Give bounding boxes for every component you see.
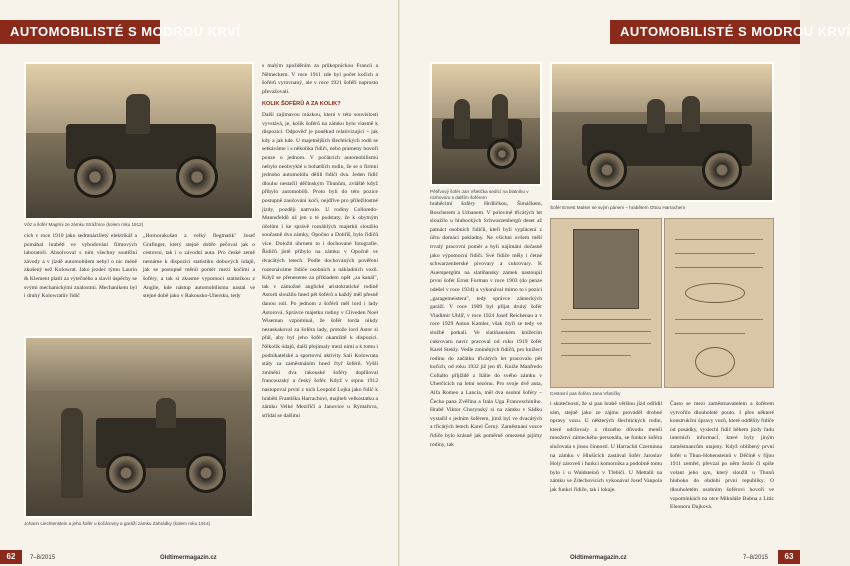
section-banner-left: AUTOMOBILISTÉ S MODROU KRVÍ	[0, 20, 160, 44]
right-column-1	[430, 200, 542, 538]
section-banner-right: AUTOMOBILISTÉ S MODROU KRVÍ	[610, 20, 800, 44]
photo-vseticka-fender-caption: Pětiřvový šofér Jan Všetička sedící na blatníku v rozhovoru s dalším šoférem	[430, 189, 529, 200]
photo-liechtenstein-caption: Johann Liechtenstein a jeho šofér u kočárovny a garáží zámku Zahrádky (kolem roku 1914)	[24, 521, 211, 526]
right-column-3-text: Často se mezi zaměstnavatelem a šoférem vytvořilo dlouholeté pouto. I přes některé konstrukční úpravy vozů, které oddělily řidiče od posádky, vyslechl řidič během jízdy řadu interních informací, které byly jiným zaměstnancům utajeny. Když oblíbený první šofér u Thun-Hohensteinů v Děčíně v říjnu 1911 zemřel, převzal po něm žezlo či spíše volant jeho syn, který sloužil u Thunů hluboko do období první republiky. O dlouholetém osobním šoférovi hovoří ve vzpomínkách na otce Mikuláše Bubna z Litic Eleonora Dujková.	[670, 401, 774, 511]
subheading-kolik-soferu: KOLIK ŠOFÉRŮ A ZA KOLIK?	[262, 101, 341, 108]
right-column-2	[550, 400, 662, 538]
passport-caption: Cestovní pas šoféra Jana Všetičky	[550, 391, 621, 396]
left-page	[0, 0, 400, 566]
right-column-1-text: hraběcími šoféry Hrdličkou, Šimáčkem, Roscherem a Urbanem. V polovině třicátých let sloužilo u hlubockých Schwarzenbergů deset až patnáct osobních řidičů, kteří byli vyplácení z účtu domácí pokladny. Ne všichni ovšem měli trvalý pracovní poměr a byli najímáni dočasně jako výpomocní řidiči. Své řidiče měly i četné schwarzenberské pivovary a cukrovary. K Auerspergům na slatiňanský zámek nastoupil první šofér Ernst Forman v roce 1903 (do penze odešel v roce 1934) a vykonával mimo to i pozici „garagemeistera", tedy správce zámeckých garáží. V roce 1909 byl přijat druhý šofér Vladimír Uhlíř, v roce 1924 Josef Reichenau a v roce 1929 Anton Kamler, však čtyři se tedy ve službě potkali. Ve slatiňanském knížecím cukrovaru navíc pracoval od roku 1919 šofér Karel Stekly. Vedle zmíněných řidičů, pro knížecí rodinu do začátku třicátých let pracovalo pět kočích, od roku 1932 již jen tři. Kníže Manfredo Collalto přijíždě z Itálie do svého zámku v Uherčicích na letní sezónu. Pro svoje dvě auta, Alfa Romeo a Lancia, měl dva osobní šoféry – Čecha pana Zvěřina a Itala Uga Franceschiniho. Hrabě Viktor Chorynský si na zámku v Sádku vystačil s jedním šoférem, jímž byl ve dvacátých a třicátých letech Karel Černý. Zaměstnání vozce řidiče bylo krásně jak poměrně omezené pijímy rodiny, tak	[430, 201, 542, 448]
right-column-2-text: i skutečností, že si pan hrabě většinu jízd odřídil sám, stejně jako ze zájmu prováděl drobné opravy vozu. U některých šlechtických rodin, které udržovaly z různého důvodu menší množství zámeckého personálu, se funkce šoféra slučovala s jinou činností. U Harrachů Czerninna na zámku v Hlušicích zastával šofér Jaroslav Holý zároveň i funkci komorníka a podobně tomu bylo i u Waldsteinů v Třebíči. U Mettalů na zámku ve Zdechovicích vykonával Josef Vanpola jak funkci řidiče, tak i lokaje.	[550, 401, 663, 493]
right-site: Oldtimermagazin.cz	[570, 555, 627, 561]
left-column-3-body: Další zajímavou otázkou, která v této souvislosti vyvstává, je, kolik šoférů na zámku bylo vlastně k dispozici. Odpověď je poněkud relativizující – jak kdy a jak kde. U majetnějších šlechtických rodů se setkáváme i s několika řidiči, nebo prameny hovoří pouze o jednom. V počátcích automobilismu nebylo neobvyklé u bohatších rodin, že se o firmní jednoho automobilu dělili řidiči dva. Jeden řidič dlouho nestačil děčínským Thunům, zvláště když přibylo automobilů. Proto byli do této pozice postupně zaučováni kočí, nejdříve pro příležitostné jízdy, později natrvalo. U rodiny Colloredo-Mannsfeldů už jen z té podstaty, že k obytným účelům i ke správě rozsáhlých majetků sloužilo současně dva zámky, Opočno a Dobříš, bylo řidičů více. Doložit úhrnem to i dochované fotografie. Řidičů jistě přibylo na zámku v Opočně ve dvacátých letech. Podle dochovaných pověření rozeznáváme řidiče osobních a nákladních vozů. Když se přeneseme za příkladem opět „za kanál", tak v zámožné anglické aristokratické rodině Astorů sloužilo hned pět šoférů a každý měl přesně danou roli. Po jednom z šoférů měl lord i lady Astorová. Správce majetku rodiny v Cliveden Noel Wiseman vzpomínal, že šofér lorda nikdy nezaskakoval za šoféra lady, protože lord Astor si přál, aby byl jeho šofér okamžitě k dispozici. Několik údajů, další přejímaly mezi nimi a k tomu i podnikatelské a sportovní aktivity Sali Kolowrata stály za zaměstnáním hned čtyř šoférů. Vyšší zmínění dva rakouské šoféry doplňoval francouzský a český šofér. Když v srpnu 1912 nastupoval první z nich Leopold Lojka jako řidič k hraběti Františku Harrachovi, majiteli velkostatku a zámku Velké Meziříčí a Janovice u Rýmařova, střídal se dalšími	[262, 111, 378, 419]
right-issue: 7–8/2015	[742, 555, 768, 561]
photo-magrini-caption: Vůz a šofér Magrini ze zámku Strážnice (kolem roku 1912)	[24, 222, 144, 227]
left-page-number: 62	[0, 550, 22, 564]
photo-malser-harrach	[550, 62, 774, 202]
left-column-1	[24, 232, 137, 324]
left-column-3	[262, 62, 378, 538]
passport-photo-page	[550, 218, 662, 388]
left-footer	[0, 548, 400, 566]
left-column-2-text: „Hornorakušan a velký flegmatik" Josef Grafinger, který stejně dobře pečoval jak o cestovní, tak i o závodní auta. Pro české země nemáme k dispozici statistiku dobových údajů, jak se postupně měnil poměr mezi kočími a šoféry, a tak si zkusme vypomoci statistikou z Anglie, kde nástup automobilismu nastal ve stejné době jako v Rakousko-Uhersku, tedy	[143, 233, 255, 300]
right-footer	[400, 548, 800, 566]
photo-magrini-car	[24, 62, 254, 220]
right-page-number: 63	[778, 550, 800, 564]
passport-stamp-page	[664, 218, 774, 388]
right-column-3	[670, 400, 774, 538]
right-page	[400, 0, 850, 566]
left-column-3-intro: s malým zpožděním za průkopnickou Francií a Německem. V roce 1911 zde byl počet kočích a šoférů vyrovnaný, ale v roce 1921 šoféři naprosto převažovali.	[262, 63, 378, 95]
photo-malser-caption: Šofér Ernest Malser se svým pánem – hrabětem Ottou Harrachem	[550, 205, 686, 210]
photo-liechtenstein-garage	[24, 336, 254, 518]
photo-vseticka-fender	[430, 62, 542, 186]
left-issue: 7–8/2015	[30, 555, 56, 561]
left-column-2	[143, 232, 255, 324]
left-column-1-text: cích v roce 1910 jako sedmnáctiletý elektrikář a pomáhal hraběti ve vybudování filmových laboratoří. Absolvoval s ním všechny soutěžní závody a v jízdě automobilem nebyl o nic méně zkušený než Kolowrat. Jako jezdec týmu Laurin & Klement platil za výtečného a slavil úspěchy se svými mechanickými znalostmi. Mechanikem byl i druhý Kolowratův řidič	[24, 233, 137, 300]
left-site: Oldtimermagazin.cz	[160, 555, 217, 561]
